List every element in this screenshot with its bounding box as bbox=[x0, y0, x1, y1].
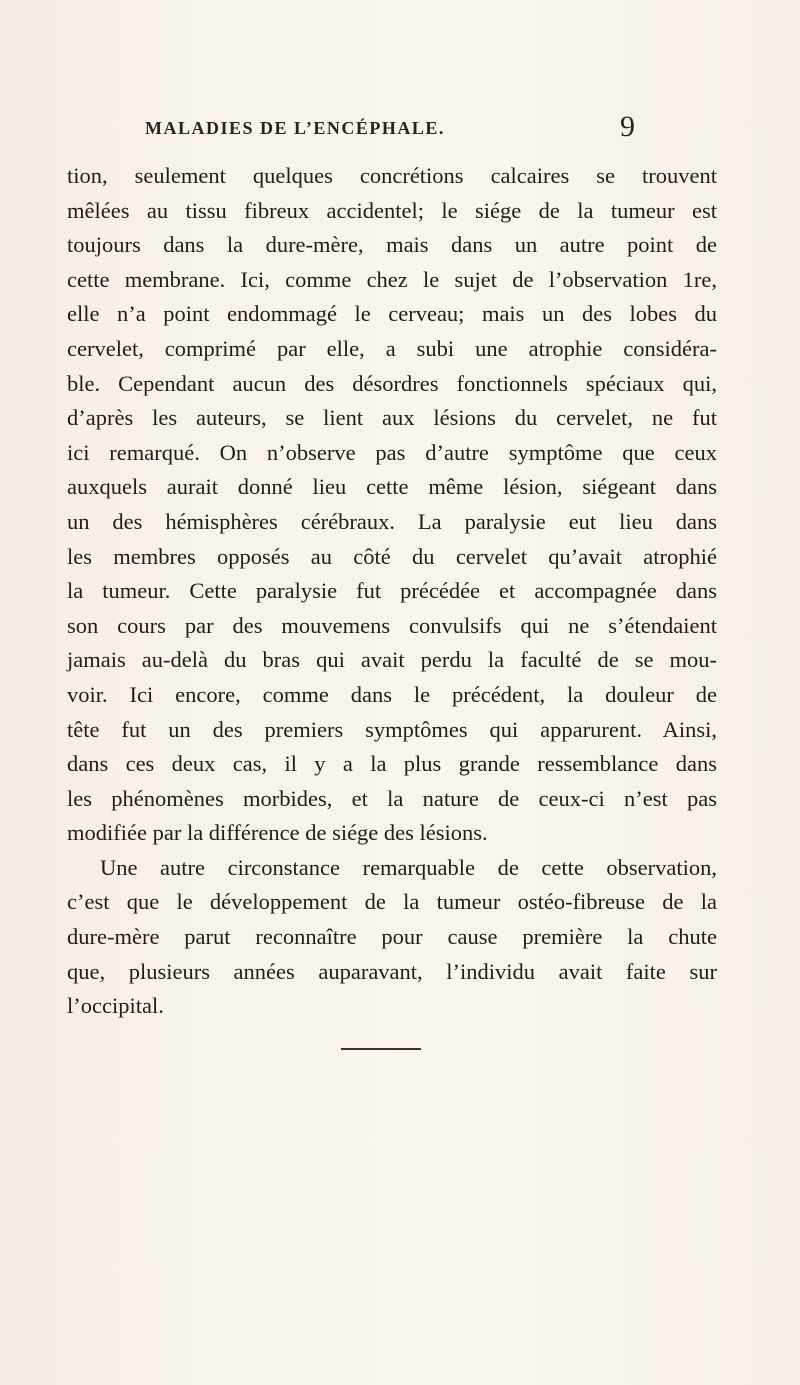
text-line: l’occipital. bbox=[67, 993, 164, 1019]
text-line: son cours par des mouvemens convulsifs qui ne s’étendaient bbox=[67, 612, 717, 638]
text-line: les membres opposés au côté du cervelet qu’avait atrophié bbox=[67, 543, 717, 569]
text-line: tête fut un des premiers symptômes qui apparurent. Ainsi, bbox=[67, 716, 717, 742]
text-line: la tumeur. Cette paralysie fut précédée et accompagnée dans bbox=[67, 578, 717, 604]
text-line: voir. Ici encore, comme dans le précédent, la douleur de bbox=[67, 681, 717, 707]
text-line: un des hémisphères cérébraux. La paralysie eut lieu dans bbox=[67, 508, 717, 534]
page-number: 9 bbox=[620, 110, 635, 143]
text-line: d’après les auteurs, se lient aux lésions du cervelet, ne fut bbox=[67, 405, 717, 431]
paragraph-2 bbox=[67, 851, 717, 1024]
text-line: dure-mère parut reconnaître pour cause première la chute bbox=[67, 924, 717, 950]
text-line: que, plusieurs années auparavant, l’individu avait faite sur bbox=[67, 958, 717, 984]
text-line: toujours dans la dure-mère, mais dans un autre point de bbox=[67, 232, 717, 258]
text-line: elle n’a point endommagé le cerveau; mais un des lobes du bbox=[67, 301, 717, 327]
text-line: les phénomènes morbides, et la nature de ceux-ci n’est pas bbox=[67, 785, 717, 811]
text-line: Une autre circonstance remarquable de cette observation, bbox=[100, 854, 717, 880]
text-line: dans ces deux cas, il y a la plus grande ressemblance dans bbox=[67, 751, 717, 777]
text-line: ici remarqué. On n’observe pas d’autre symptôme que ceux bbox=[67, 439, 717, 465]
section-divider-rule bbox=[341, 1048, 421, 1050]
text-line: cervelet, comprimé par elle, a subi une atrophie considéra- bbox=[67, 335, 717, 361]
running-head: MALADIES DE L’ENCÉPHALE. bbox=[145, 118, 445, 138]
text-line: auxquels aurait donné lieu cette même lésion, siégeant dans bbox=[67, 474, 717, 500]
paragraph-1 bbox=[67, 159, 717, 851]
text-line: c’est que le développement de la tumeur ostéo-fibreuse de la bbox=[67, 889, 717, 915]
text-line: cette membrane. Ici, comme chez le sujet de l’observation 1re, bbox=[67, 266, 717, 292]
body-text bbox=[67, 159, 717, 1024]
text-line: ble. Cependant aucun des désordres fonctionnels spéciaux qui, bbox=[67, 370, 717, 396]
text-line: jamais au-delà du bras qui avait perdu la faculté de se mou- bbox=[67, 647, 717, 673]
page-header bbox=[0, 110, 800, 160]
text-line: modifiée par la différence de siége des lésions. bbox=[67, 820, 488, 846]
text-line: mêlées au tissu fibreux accidentel; le siége de la tumeur est bbox=[67, 197, 717, 223]
text-line: tion, seulement quelques concrétions calcaires se trouvent bbox=[67, 163, 717, 188]
